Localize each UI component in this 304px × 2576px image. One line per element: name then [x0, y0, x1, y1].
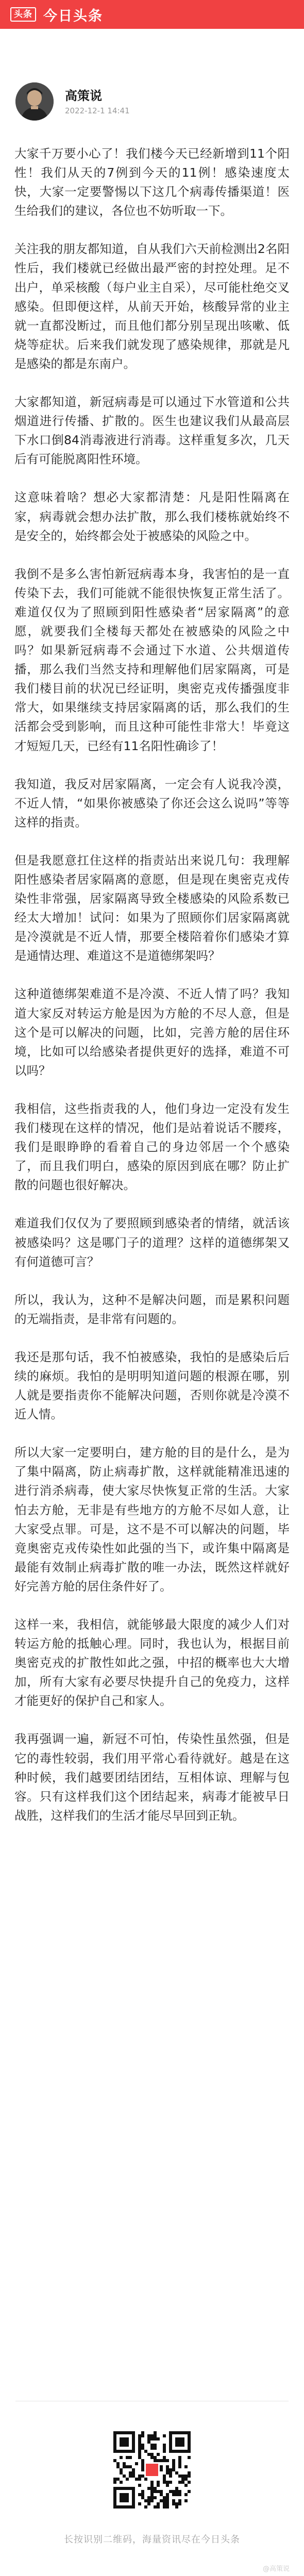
article-paragraph: 大家千万要小心了！我们楼今天已经新增到11个阳性！我们从天的7例到今天的11例！感染速度太快，大家一定要警惕以下这几个病毒传播渠道！医生给我们的建议，各位也不妨听取一下。: [14, 146, 290, 218]
article-paragraph: 我倒不是多么害怕新冠病毒本身，我害怕的是一直传染下去，我们可能就不能很快恢复正常生活了。难道仅仅为了照顾到阳性感染者“居家隔离”的意愿，就要我们全楼每天都处在被感染的风险之中吗？如果新冠病毒不会通过下水道、公共烟道传播，那么我们当然支持和理解他们居家隔离，可是我们楼目前的状况已经证明，奥密克戎传播强度非常大，如果继续支持居家隔离的话，那么我们的生活都会受到影响，而且这种可能性非常大！毕竟这才短短几天，已经有11名阳性确诊了！: [14, 566, 290, 753]
article-paragraph: 所以，我认为，这种不是解决问题，而是累积问题的无端指责，是非常有问题的。: [14, 1292, 290, 1326]
article-paragraph: 这意味着啥？想必大家都清楚：凡是阳性隔离在家，病毒就会想办法扩散，那么我们楼栋就始终不是安全的，始终都会处于被感染的风险之中。: [14, 490, 290, 543]
watermark: @高策说: [262, 2565, 290, 2573]
article-paragraph: 难道我们仅仅为了要照顾到感染者的情绪，就活该被感染吗？这是哪门子的道理？这样的道德绑架又有何道德可言？: [14, 1216, 290, 1269]
post-time: 2022-12-1 14:41: [65, 106, 130, 115]
author-meta: [65, 88, 130, 115]
article-paragraph: 所以大家一定要明白，建方舱的目的是什么，是为了集中隔离，防止病毒扩散，这样就能精准迅速的进行消杀病毒，使大家尽快恢复正常的生活。大家怕去方舱，无非是有些地方的方舱不尽如人意，让大家受点罪。可是，这不是不可以解决的问题，毕竟奥密克戎传染性如此强的当下，或许集中隔离是最能有效制止病毒扩散的唯一办法，既然这样就好好完善方舱的居住条件好了。: [14, 1445, 290, 1594]
article-paragraph: 我相信，这些指责我的人，他们身边一定没有发生我们楼现在这样的情况，他们是站着说话不腰疼，我们是眼睁睁的看着自己的身边邻居一个个感染了，而且我们明白，感染的原因到底在哪？防止扩散的问题也很好解决。: [14, 1101, 290, 1193]
app-name: 今日头条: [43, 8, 103, 24]
toutiao-logo: 头条: [10, 7, 36, 22]
author-name[interactable]: 高策说: [65, 89, 102, 103]
author-card: [15, 78, 289, 125]
article-paragraph: 我还是那句话，我不怕被感染，我怕的是感染后后续的麻烦。我怕的是明明知道问题的根源在哪，别人就是要指责你不能解决问题，否则你就是冷漠不近人情。: [14, 1349, 290, 1422]
app-header: [0, 0, 304, 29]
article-body: [14, 144, 290, 1844]
article-paragraph: 这样一来，我相信，就能够最大限度的减少人们对转运方舱的抵触心理。同时，我也认为，根据目前奥密克戎的扩散性如此之强，中招的概率也大大增加，所有大家有必要尽快提升自己的免疫力，这样才能更好的保护自己和家人。: [14, 1617, 290, 1708]
article-paragraph: 我再强调一遍，新冠不可怕，传染性虽然强，但是它的毒性较弱，我们用平常心看待就好。越是在这种时候，我们越要团结团结，互相体谅、理解与包容。只有这样我们这个团结起来，病毒才能被早日战胜，这样我们的生活才能尽早回到正轨。: [14, 1732, 290, 1823]
article-paragraph: 这种道德绑架难道不是冷漠、不近人情了吗？我知道大家反对转运方舱是因为方舱的不尽人意，但是这个是可以解决的问题，比如，完善方舱的居住环境，比如可以给感染者提供更好的选择，难道不可以吗？: [14, 987, 290, 1078]
qr-code-image: [113, 2431, 191, 2509]
scan-hint: 长按识别二维码，海量资讯尽在今日头条: [64, 2534, 240, 2545]
share-footer: [0, 2401, 304, 2576]
article-paragraph: 大家都知道，新冠病毒是可以通过下水管道和公共烟道进行传播、扩散的。医生也建议我们从最高层下水口倒84消毒液进行消毒。这样重复多次，几天后有可能脱离阳性环境。: [14, 395, 290, 467]
article-paragraph: 但是我愿意扛住这样的指责站出来说几句：我理解阳性感染者居家隔离的意愿，但是现在奥密克戎传染性非常强，居家隔离导致全楼感染的风险系数已经太大增加！试问：如果为了照顾你们居家隔离就是冷漠就是不近人情，那要全楼陪着你们感染才算是通情达理、难道这不是道德绑架吗？: [14, 853, 290, 963]
avatar-photo-icon: [15, 82, 54, 121]
qr-code-icon[interactable]: [113, 2431, 191, 2509]
article-paragraph: 我知道，我反对居家隔离，一定会有人说我冷漠，不近人情，“如果你被感染了你还会这么说吗”等等这样的指责。: [14, 776, 290, 829]
article-paragraph: 关注我的朋友都知道，自从我们六天前检测出2名阳性后，我们楼就已经做出最严密的封控处理。足不出户，单采核酸（每户业主自采），尽可能杜绝交叉感染。但即便这样，从前天开始，核酸异常的业主就一直都没断过，而且他们都分别呈现出咳嗽、低烧等症状。后来我们就发现了感染规律，那就是凡是感染的都是东南户。: [14, 242, 290, 371]
author-avatar[interactable]: [15, 82, 54, 121]
